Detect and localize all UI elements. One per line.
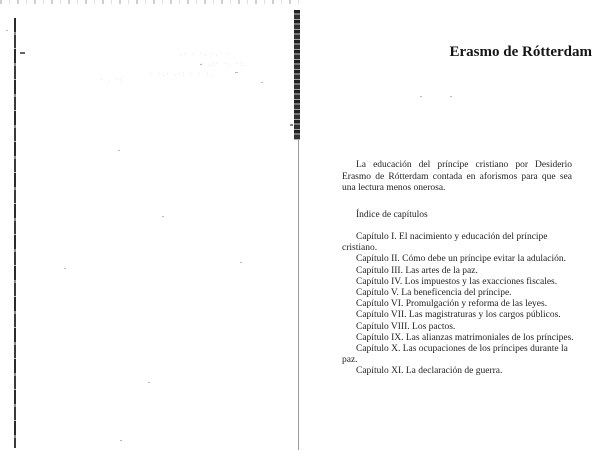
toc-item: Capítulo IX. Las alianzas matrimoniales de los príncipes. <box>356 332 574 343</box>
binding-edge <box>14 18 16 448</box>
scan-speck <box>118 150 120 151</box>
toc-item: Capítulo VI. Promulgación y reforma de las leyes. <box>356 299 548 310</box>
scan-speck <box>20 52 25 54</box>
scan-speck <box>6 30 8 31</box>
intro-paragraph: La educación del príncipe cristiano por Desiderio Erasmo de Rótterdam contada en aforismos para que sea una lectura menos onerosa. <box>342 160 572 193</box>
show-through-text: .· · ·: ·.· · <box>180 50 233 58</box>
toc-item: Capítulo I. El nacimiento y educación del príncipe cristiano. <box>342 232 548 254</box>
book-title: Erasmo de Rótterdam <box>449 44 592 61</box>
scan-speck <box>148 382 150 383</box>
scan-speck <box>235 72 238 73</box>
gutter-line <box>298 140 299 450</box>
toc-item: Capítulo X. Las ocupaciones de los príncipes durante la paz. <box>342 344 568 366</box>
show-through-text: · .:· ·. ·:. <box>200 60 248 68</box>
scan-speck <box>162 216 164 217</box>
show-through-text: · ·.· .·: · · :. <box>150 70 214 78</box>
scan-speck <box>290 124 293 126</box>
toc-heading: Índice de capítulos <box>356 210 428 220</box>
scan-speck <box>240 262 242 263</box>
scan-edge-noise <box>0 0 300 4</box>
toc-item: Capítulo V. La beneficencia del príncipe. <box>356 288 512 299</box>
toc-item: Capítulo VII. Las magistraturas y los cargos públicos. <box>356 310 561 321</box>
scan-speck <box>120 440 122 441</box>
scan-speck <box>450 96 452 97</box>
show-through-text: · . ·: <box>100 76 124 84</box>
scan-speck <box>64 268 66 269</box>
right-page <box>300 0 600 464</box>
table-of-contents <box>342 232 574 378</box>
scan-speck <box>261 82 263 83</box>
toc-item: Capítulo VIII. Los pactos. <box>356 321 456 332</box>
scan-speck <box>420 96 422 97</box>
toc-item: Capítulo III. Las artes de la paz. <box>356 265 478 276</box>
toc-item: Capítulo IV. Los impuestos y las exacciones fiscales. <box>356 276 558 287</box>
toc-item: Capítulo XI. La declaración de guerra. <box>356 366 503 377</box>
toc-item: Capítulo II. Cómo debe un príncipe evitar la adulación. <box>356 254 566 265</box>
